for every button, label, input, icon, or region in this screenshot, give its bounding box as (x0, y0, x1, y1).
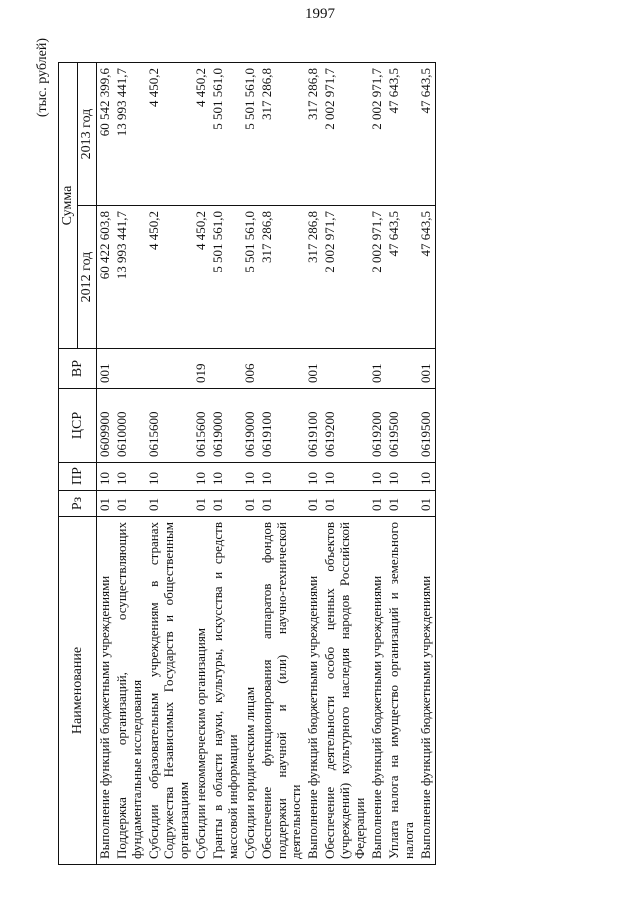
units-label: (тыс. рублей) (35, 38, 50, 118)
row-csr: 0619000 (242, 389, 259, 463)
row-name: Гранты в области науки, культуры, искусства и средств массовой информации (210, 517, 242, 865)
page-number: 1997 (305, 6, 335, 22)
row-csr: 0619200 (322, 389, 369, 463)
row-pr: 10 (418, 463, 435, 491)
row-rz: 01 (242, 491, 259, 517)
row-csr: 0610000 (114, 389, 146, 463)
row-csr: 0619500 (386, 389, 418, 463)
row-rz: 01 (305, 491, 322, 517)
row-pr: 10 (146, 463, 193, 491)
row-value-2012: 2 002 971,7 (322, 206, 369, 349)
row-value-2012: 13 993 441,7 (114, 206, 146, 349)
header-pr: ПР (59, 463, 97, 491)
row-name: Обеспечение деятельности особо ценных объектов (учреждений) культурного наследия народов Российской Федерации (322, 517, 369, 865)
row-rz: 01 (210, 491, 242, 517)
row-name: Выполнение функций бюджетными учреждениями (97, 517, 114, 865)
row-name: Выполнение функций бюджетными учреждениями (305, 517, 322, 865)
row-value-2012: 47 643,5 (386, 206, 418, 349)
row-name: Субсидии некоммерческим организациям (193, 517, 210, 865)
row-name: Поддержка организаций, осуществляющих фундаментальные исследования (114, 517, 146, 865)
row-csr: 0619100 (259, 389, 306, 463)
row-pr: 10 (386, 463, 418, 491)
row-pr: 10 (259, 463, 306, 491)
table-header (59, 63, 97, 865)
row-csr: 0619100 (305, 389, 322, 463)
row-rz: 01 (114, 491, 146, 517)
header-rz: Рз (59, 491, 97, 517)
table-row (322, 63, 369, 865)
row-value-2012: 60 422 603,8 (97, 206, 114, 349)
table-row (259, 63, 306, 865)
row-csr: 0609900 (97, 389, 114, 463)
row-pr: 10 (97, 463, 114, 491)
row-csr: 0619000 (210, 389, 242, 463)
row-value-2012: 47 643,5 (418, 206, 435, 349)
table-row (97, 63, 114, 865)
row-value-2013: 2 002 971,7 (322, 63, 369, 206)
table-row (114, 63, 146, 865)
table-row (369, 63, 386, 865)
row-value-2012: 5 501 561,0 (210, 206, 242, 349)
row-name: Обеспечение функционирования аппаратов фондов поддержки научной и (или) научно-технической деятельности (259, 517, 306, 865)
table-row (146, 63, 193, 865)
row-vr: 001 (305, 349, 322, 389)
row-rz: 01 (322, 491, 369, 517)
table-row (242, 63, 259, 865)
row-value-2012: 4 450,2 (193, 206, 210, 349)
row-rz: 01 (259, 491, 306, 517)
row-value-2013: 317 286,8 (259, 63, 306, 206)
header-year-2013: 2013 год (78, 63, 97, 206)
budget-table (58, 62, 436, 865)
row-name: Субсидии образовательным учреждениям в странах Содружества Независимых Государств и общественным организациям (146, 517, 193, 865)
row-value-2013: 13 993 441,7 (114, 63, 146, 206)
row-vr: 019 (193, 349, 210, 389)
row-value-2012: 317 286,8 (259, 206, 306, 349)
row-pr: 10 (242, 463, 259, 491)
row-vr (146, 349, 193, 389)
row-value-2012: 5 501 561,0 (242, 206, 259, 349)
row-value-2013: 5 501 561,0 (210, 63, 242, 206)
row-value-2013: 317 286,8 (305, 63, 322, 206)
row-value-2012: 2 002 971,7 (369, 206, 386, 349)
row-name: Выполнение функций бюджетными учреждениями (418, 517, 435, 865)
row-name: Уплата налога на имущество организаций и земельного налога (386, 517, 418, 865)
row-vr (114, 349, 146, 389)
row-pr: 10 (193, 463, 210, 491)
row-vr (386, 349, 418, 389)
row-value-2013: 4 450,2 (193, 63, 210, 206)
row-vr (210, 349, 242, 389)
row-value-2013: 4 450,2 (146, 63, 193, 206)
row-value-2013: 2 002 971,7 (369, 63, 386, 206)
header-csr: ЦСР (59, 389, 97, 463)
row-value-2012: 317 286,8 (305, 206, 322, 349)
row-vr (259, 349, 306, 389)
row-rz: 01 (146, 491, 193, 517)
row-csr: 0619200 (369, 389, 386, 463)
row-rz: 01 (97, 491, 114, 517)
row-value-2013: 47 643,5 (418, 63, 435, 206)
row-vr (322, 349, 369, 389)
row-vr: 006 (242, 349, 259, 389)
header-vr: ВР (59, 349, 97, 389)
row-rz: 01 (193, 491, 210, 517)
row-csr: 0615600 (146, 389, 193, 463)
row-pr: 10 (369, 463, 386, 491)
table-row (210, 63, 242, 865)
row-rz: 01 (386, 491, 418, 517)
row-csr: 0615600 (193, 389, 210, 463)
table-row (193, 63, 210, 865)
row-csr: 0619500 (418, 389, 435, 463)
table-body (97, 63, 436, 865)
row-name: Субсидии юридическим лицам (242, 517, 259, 865)
row-vr: 001 (418, 349, 435, 389)
row-value-2013: 47 643,5 (386, 63, 418, 206)
row-vr: 001 (97, 349, 114, 389)
row-value-2013: 60 542 399,6 (97, 63, 114, 206)
row-pr: 10 (322, 463, 369, 491)
row-rz: 01 (418, 491, 435, 517)
row-pr: 10 (114, 463, 146, 491)
table-row (386, 63, 418, 865)
header-year-2012: 2012 год (78, 206, 97, 349)
header-name: Наименование (59, 517, 97, 865)
row-pr: 10 (305, 463, 322, 491)
row-value-2012: 4 450,2 (146, 206, 193, 349)
row-pr: 10 (210, 463, 242, 491)
row-name: Выполнение функций бюджетными учреждениями (369, 517, 386, 865)
table-row (418, 63, 435, 865)
header-sum: Сумма (59, 63, 78, 349)
table-row (305, 63, 322, 865)
row-vr: 001 (369, 349, 386, 389)
row-value-2013: 5 501 561,0 (242, 63, 259, 206)
row-rz: 01 (369, 491, 386, 517)
